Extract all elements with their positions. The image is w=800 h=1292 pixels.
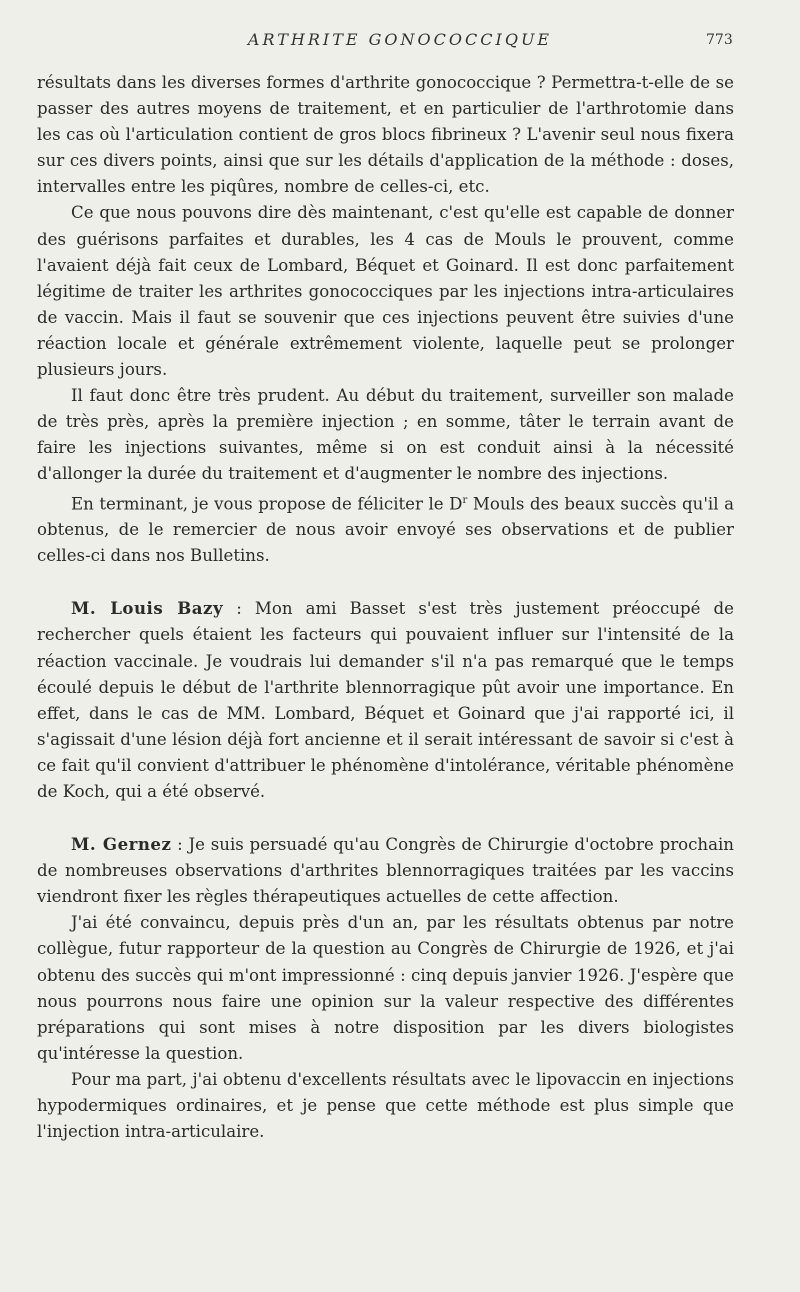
- bazy-remark: [37, 595, 734, 805]
- paragraph-4-end: Mouls des beaux succès qu'il a obtenus, de le remercier de nous avoir envoyé ses observations et de publier celles-ci dans nos Bulletins.: [37, 494, 735, 566]
- paragraph-4-start: En terminant, je vous propose de féliciter le D: [71, 494, 463, 514]
- paragraph-1: résultats dans les diverses formes d'arthrite gonococcique ? Permettra-t-elle de se passer des autres moyens de traitement, et en particulier de l'arthrotomie dans les cas où l'articulation contient de gros blocs fibrineux ? L'avenir seul nous fixera sur ces divers points, ainsi que sur les détails d'application de la méthode : doses, intervalles entre les piqûres, nombre de celles-ci, etc.: [37, 73, 734, 197]
- gernez-remark: [37, 831, 734, 910]
- speaker-name-bazy: M. Louis Bazy: [71, 598, 224, 619]
- paragraph-4: [37, 488, 734, 570]
- running-title: ARTHRITE GONOCOCCIQUE: [247, 30, 553, 49]
- doctor-abbrev-superscript: r: [462, 494, 468, 506]
- paragraph-7: J'ai été convaincu, depuis près d'un an, par les résultats obtenus par notre collègue, futur rapporteur de la question au Congrès de Chirurgie de 1926, et j'ai obtenu des succès qui m'ont impressionné : cinq depuis janvier 1926. J'espère que nous pourrons nous faire une opinion sur la valeur respective des différentes préparations qui sont mises à notre disposition par les divers biologistes qu'intéresse la question.: [37, 913, 734, 1063]
- bazy-remark-text: : Mon ami Basset s'est très justement préoccupé de rechercher quels étaient les facteurs qui pouvaient influer sur l'intensité de la réaction vaccinale. Je voudrais lui demander s'il n'a pas remarqué que le temps écoulé depuis le début de l'arthrite blennorragique pût avoir une importance. En effet, dans le cas de MM. Lombard, Béquet et Goinard que j'ai rapporté ici, il s'agissait d'une lésion déjà fort ancienne et il serait intéressant de savoir si c'est à ce fait qu'il convient d'attribuer le phénomène d'intolérance, véritable phénomène de Koch, qui a été observé.: [37, 599, 734, 801]
- section-gap: [37, 805, 734, 831]
- paragraph-3: Il faut donc être très prudent. Au début du traitement, surveiller son malade de très près, après la première injection ; en somme, tâter le terrain avant de faire les injections suivantes, même si on est conduit ainsi à la nécessité d'allonger la durée du traitement et d'augmenter le nombre des injections.: [37, 386, 734, 484]
- paragraph-2: Ce que nous pouvons dire dès maintenant, c'est qu'elle est capable de donner des guérisons parfaites et durables, les 4 cas de Mouls le prouvent, comme l'avaient déjà fait ceux de Lombard, Béquet et Goinard. Il est donc parfaitement légitime de traiter les arthrites gonococciques par les injections intra-articulaires de vaccin. Mais il faut se souvenir que ces injections peuvent être suivies d'une réaction locale et générale extrêmement violente, laquelle peut se prolonger plusieurs jours.: [37, 203, 734, 380]
- page-number: 773: [706, 32, 733, 48]
- gernez-remark-text: : Je suis persuadé qu'au Congrès de Chirurgie d'octobre prochain de nombreuses observations d'arthrites blennorragiques traitées par les vaccins viendront fixer les règles thérapeutiques actuelles de cette affection.: [37, 835, 734, 907]
- speaker-name-gernez: M. Gernez: [71, 834, 172, 855]
- article-body: [37, 70, 734, 1145]
- paragraph-8: Pour ma part, j'ai obtenu d'excellents résultats avec le lipovaccin en injections hypodermiques ordinaires, et je pense que cette méthode est plus simple que l'injection intra-articulaire.: [37, 1069, 734, 1142]
- section-gap: [37, 569, 734, 595]
